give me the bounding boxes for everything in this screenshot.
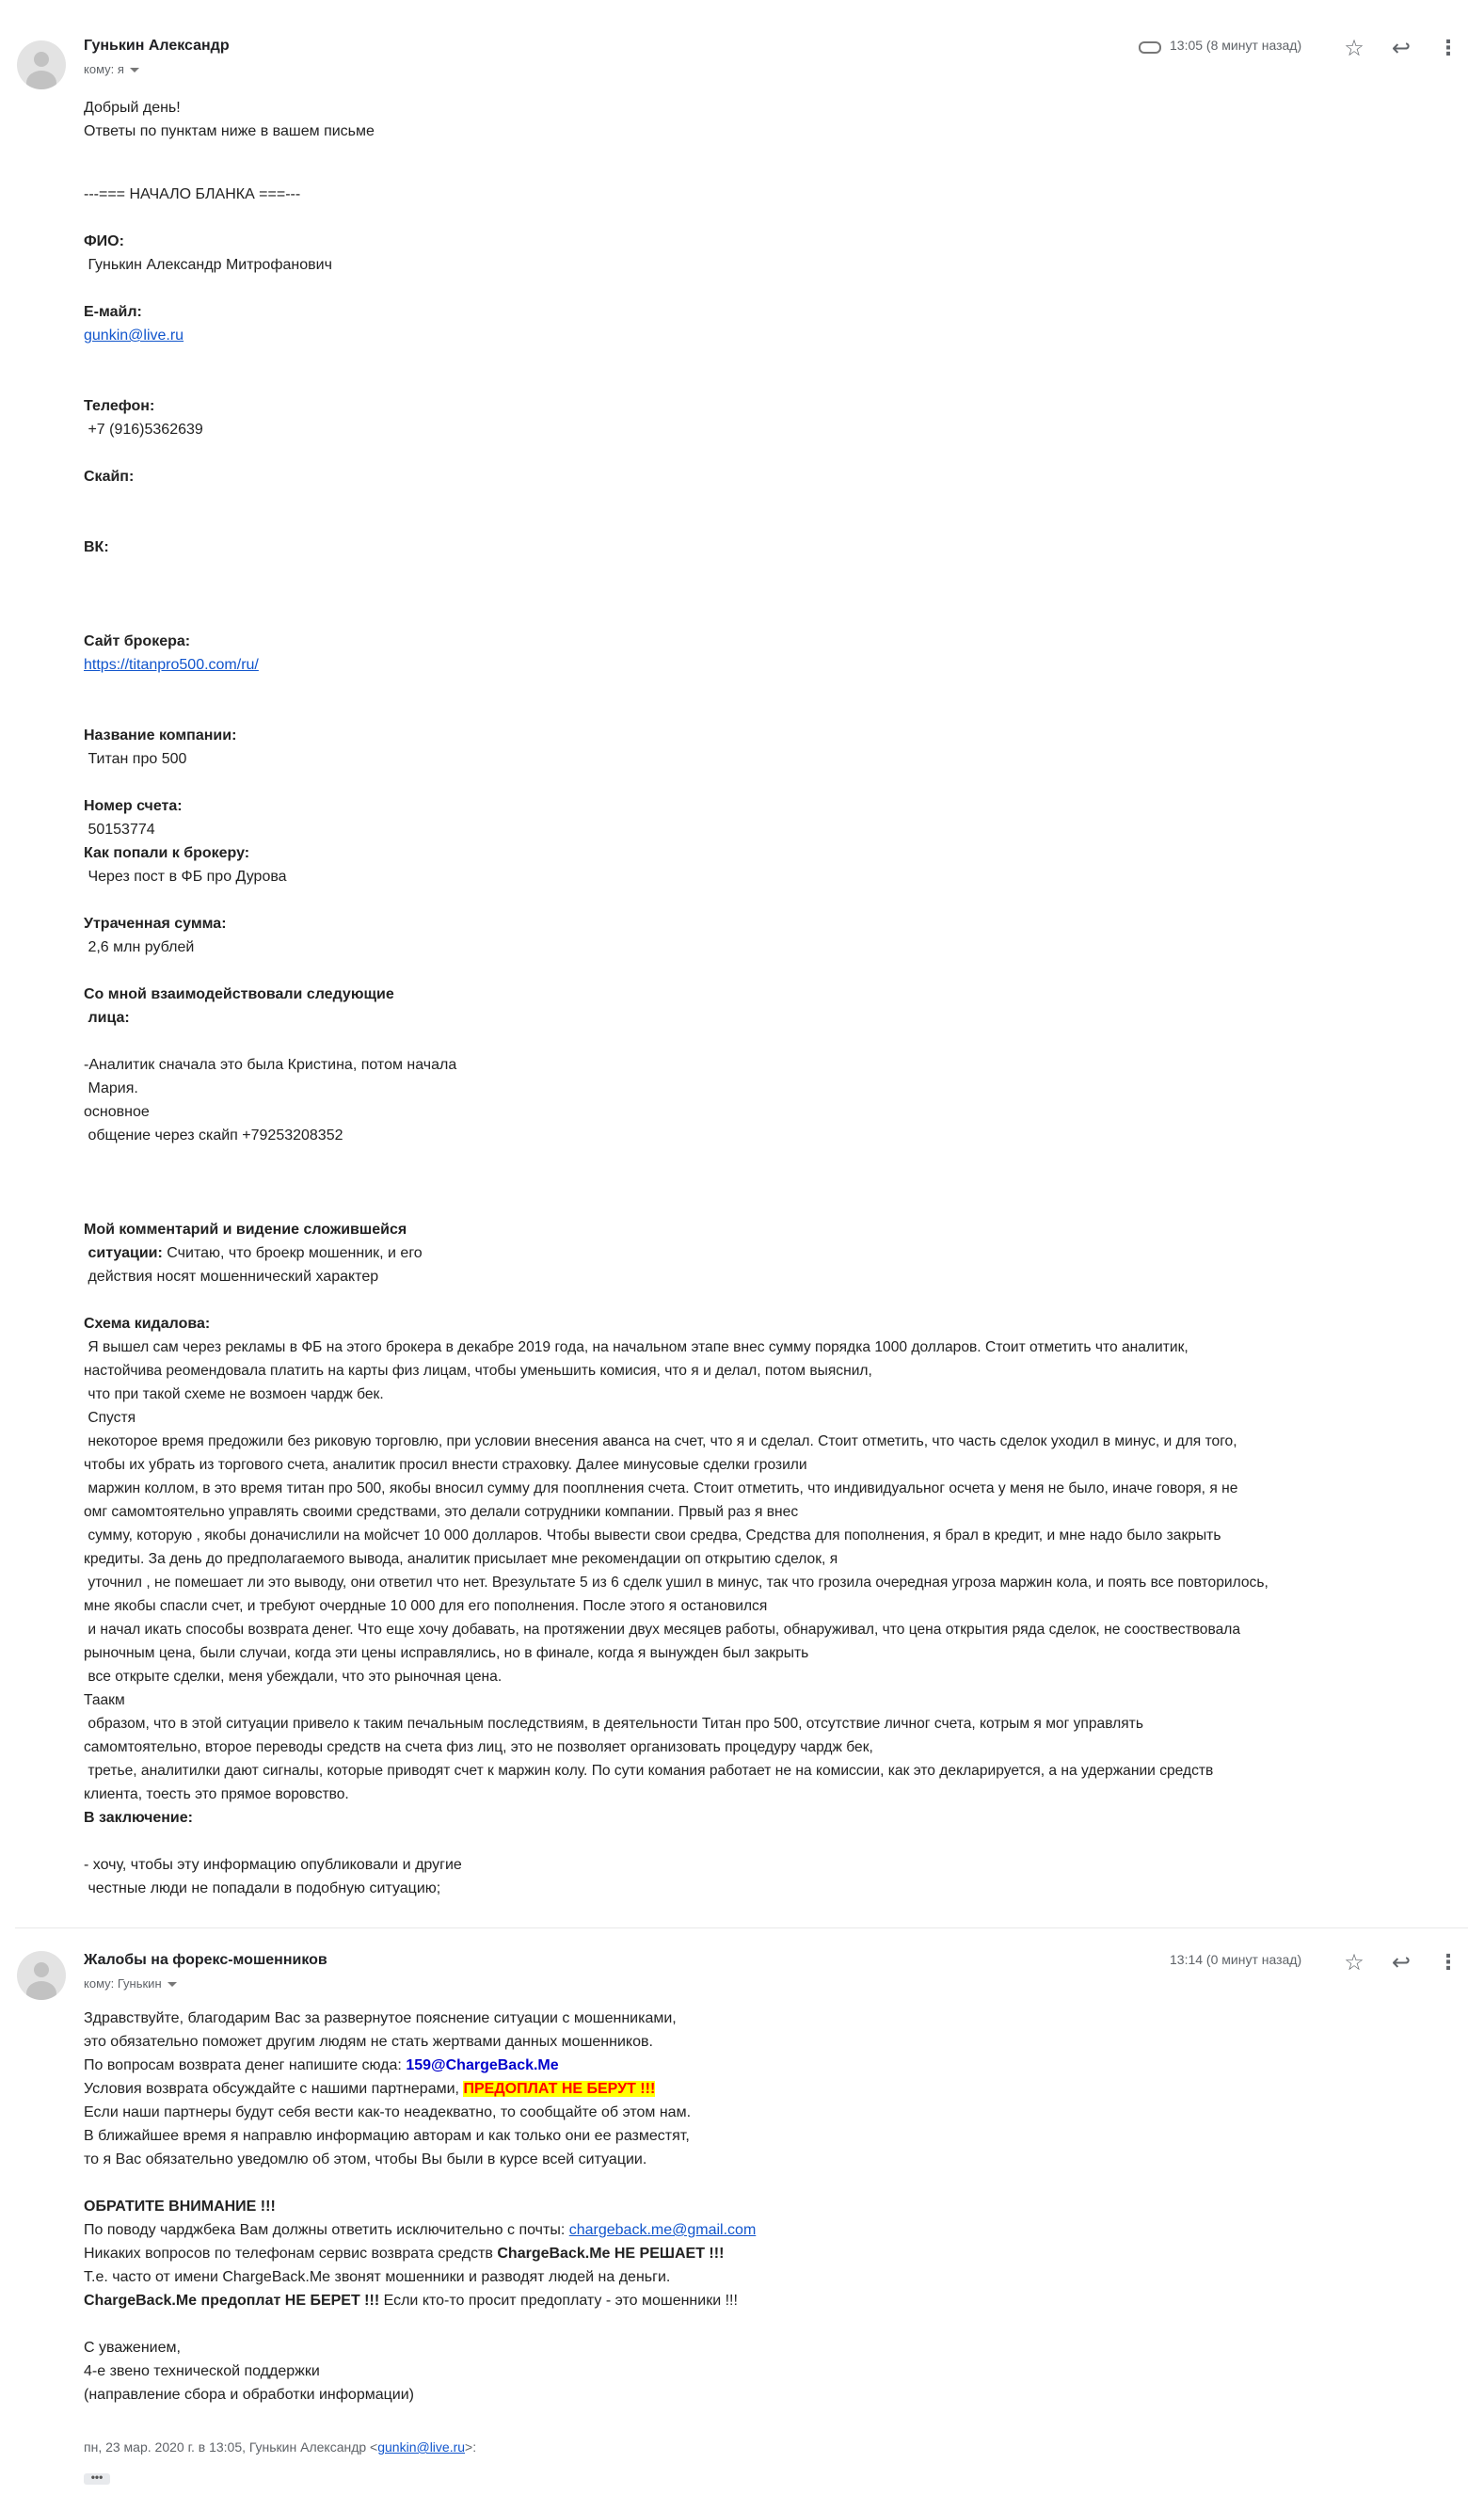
scheme-line: сумму, которую , якобы доначислили на мойсчет 10 000 долларов. Чтобы вывести свои средва, Средства для пополнения, я брал в кредит, и мне надо было закрыть — [84, 1527, 1221, 1543]
more-icon[interactable]: ⋮ — [1438, 36, 1459, 59]
recipient-dropdown[interactable] — [84, 1976, 177, 1991]
scheme-line: образом, что в этой ситуации привело к таким печальным последствиям, в деятельности Титан про 500, отсутствие личног счета, котрым я мог управлять — [84, 1716, 1143, 1732]
account-label: Номер счета: — [84, 798, 183, 814]
scheme-line: Я вышел сам через рекламы в ФБ на этого брокера в декабре 2019 года, на начальном этапе внес сумму порядка 1000 долларов. Стоит отметить что аналитик, — [84, 1339, 1189, 1355]
scheme-line: рыночным цена, были случаи, когда эти цены исправлялись, но в финале, когда я вынужден был закрыть — [84, 1645, 809, 1661]
quote-email-link[interactable]: gunkin@live.ru — [377, 2439, 466, 2455]
how-value: Через пост в ФБ про Дурова — [84, 869, 287, 885]
persons-label: Со мной взаимодействовали следующие — [84, 986, 394, 1002]
reply-line: то я Вас обязательно уведомлю об этом, чтобы Вы были в курсе всей ситуации. — [84, 2151, 647, 2167]
comment-text-2: действия носят мошеннический характер — [84, 1269, 379, 1285]
greeting: Добрый день! — [84, 100, 181, 116]
prepay-warning: ChargeBack.Me предоплат НЕ БЕРЕТ !!! — [84, 2293, 380, 2309]
message-divider — [15, 1927, 1468, 1928]
signature-line: 4-е звено технической поддержки — [84, 2363, 320, 2379]
form-start: ---=== НАЧАЛО БЛАНКА ===--- — [84, 186, 301, 202]
comment-label-2: ситуации: — [84, 1245, 163, 1261]
scheme-line: кредиты. За день до предполагаемого вывода, аналитик присылает мне рекомендации оп открытию сделок, я — [84, 1551, 838, 1567]
broker-site-link[interactable]: https://titanpro500.com/ru/ — [84, 657, 259, 673]
quoted-header — [84, 2439, 476, 2455]
scheme-line: Спустя — [84, 1410, 136, 1426]
scheme-line: мне якобы спасли счет, и требуют очердные 10 000 для его пополнения. После этого я остановился — [84, 1598, 768, 1614]
reply-line: Если наши партнеры будут себя вести как-то неадекватно, то сообщайте об этом нам. — [84, 2104, 692, 2120]
reply-line — [84, 2077, 756, 2101]
conclusion-line: честные люди не попадали в подобную ситуацию; — [84, 1880, 441, 1896]
reply-line: В ближайшее время я направлю информацию авторам и как только они ее разместят, — [84, 2128, 690, 2144]
chargeback-gmail-link[interactable]: chargeback.me@gmail.com — [568, 2222, 757, 2238]
lost-label: Утраченная сумма: — [84, 916, 227, 932]
reply-line: Здравствуйте, благодарим Вас за развернутое пояснение ситуации с мошенниками, — [84, 2010, 677, 2026]
avatar-icon — [17, 40, 66, 89]
reply-line — [84, 2289, 756, 2312]
reply-icon[interactable]: ↩ — [1391, 1949, 1412, 1975]
sender-name[interactable]: Жалобы на форекс-мошенников — [84, 1952, 327, 1968]
conclusion-line: - хочу, чтобы эту информацию опубликовали и другие — [84, 1857, 462, 1873]
regards: С уважением, — [84, 2340, 181, 2356]
scheme-line: чтобы их убрать из торгового счета, аналитик просил внести страховку. Далее минусовые сделки грозили — [84, 1457, 807, 1473]
attention-heading: ОБРАТИТЕ ВНИМАНИЕ !!! — [84, 2199, 276, 2215]
show-trimmed-content-button[interactable]: ••• — [84, 2473, 110, 2485]
message-body — [84, 96, 1467, 1900]
vk-label: ВК: — [84, 539, 109, 555]
message-1 — [0, 8, 1468, 1918]
no-prepay-highlight: ПРЕДОПЛАТ НЕ БЕРУТ !!! — [463, 2081, 656, 2097]
company-label: Название компании: — [84, 728, 237, 744]
scheme-line: омг самомтоятельно управлять своими средствами, это делали сотрудники компании. Првый раз я внес — [84, 1504, 799, 1520]
chargeback-email[interactable]: 159@ChargeBack.Me — [406, 2057, 559, 2073]
message-2 — [0, 1929, 1468, 2503]
chevron-down-icon — [130, 68, 139, 72]
reply-line: Т.е. часто от имени ChargeBack.Me звонят мошенники и разводят людей на деньги. — [84, 2269, 671, 2285]
message-time: 13:05 (8 минут назад) — [1170, 38, 1302, 53]
sender-name[interactable]: Гунькин Александр — [84, 38, 230, 54]
fio-value: Гунькин Александр Митрофанович — [84, 257, 332, 273]
reply-line — [84, 2218, 756, 2242]
avatar-icon — [17, 1951, 66, 2000]
signature-line: (направление сбора и обработки информации) — [84, 2387, 414, 2403]
scheme-line: все открыте сделки, меня убеждали, что это рыночная цена. — [84, 1669, 503, 1685]
chevron-down-icon — [168, 1982, 177, 1987]
company-value: Титан про 500 — [84, 751, 187, 767]
comment-line — [84, 1241, 1467, 1265]
lost-value: 2,6 млн рублей — [84, 939, 195, 955]
intro: Ответы по пунктам ниже в вашем письме — [84, 123, 375, 139]
fio-label: ФИО: — [84, 233, 124, 249]
persons-line: общение через скайп +79253208352 — [84, 1128, 343, 1144]
email-link[interactable]: gunkin@live.ru — [84, 328, 184, 344]
recipient-dropdown[interactable] — [84, 62, 139, 76]
account-value: 50153774 — [84, 822, 155, 838]
persons-line: Мария. — [84, 1080, 138, 1096]
phone-warning: ChargeBack.Me НЕ РЕШАЕТ !!! — [497, 2246, 725, 2262]
reply-body — [84, 2007, 756, 2407]
scheme-line: маржин коллом, в это время титан про 500, якобы вносил сумму для пооплнения счета. Стоит отметить, что индивидуальног осчета у меня не было, иначе говоря, я не — [84, 1480, 1238, 1496]
reply-line — [84, 2054, 756, 2077]
message-time: 13:14 (0 минут назад) — [1170, 1952, 1302, 1967]
recipient-label: кому: я — [84, 62, 124, 76]
reply-line-text: Условия возврата обсуждайте с нашими партнерами, — [84, 2081, 464, 2097]
scheme-line: самомтоятельно, второе переводы средств на счета физ лиц, это не позволяет организовать процедуру чардж бек, — [84, 1739, 873, 1755]
scheme-line: уточнил , не помешает ли это выводу, они ответил что нет. Врезультате 5 из 6 сделк ушил в минус, так что грозила очередная угроза маржин кола, и поять все повторилось, — [84, 1575, 1269, 1591]
reply-line-text: По вопросам возврата денег напишите сюда: — [84, 2057, 407, 2073]
skype-label: Скайп: — [84, 469, 135, 485]
persons-line: -Аналитик сначала это была Кристина, потом начала — [84, 1057, 457, 1073]
scheme-line: что при такой схеме не возмоен чардж бек. — [84, 1386, 384, 1402]
star-icon[interactable]: ☆ — [1344, 1949, 1364, 1975]
phone-label: Телефон: — [84, 398, 155, 414]
comment-text: Считаю, что броекр мошенник, и его — [162, 1245, 423, 1261]
scheme-line: Таакм — [84, 1692, 125, 1708]
conclusion-label: В заключение: — [84, 1810, 193, 1826]
email-label: E-майл: — [84, 304, 142, 320]
scheme-line: некоторое время предожили без риковую торговлю, при условии внесения аванса на счет, что я и сделал. Стоит отметить, что часть сделок уходил в минус, и для того, — [84, 1433, 1237, 1449]
comment-label: Мой комментарий и видение сложившейся — [84, 1222, 407, 1238]
reply-line — [84, 2242, 756, 2265]
star-icon[interactable]: ☆ — [1344, 35, 1364, 61]
scheme-line: клиента, тоесть это прямое воровство. — [84, 1786, 349, 1802]
recipient-label: кому: Гунькин — [84, 1976, 162, 1991]
reply-icon[interactable]: ↩ — [1391, 35, 1412, 61]
persons-label-2: лица: — [84, 1010, 130, 1026]
scheme-text — [84, 1335, 1467, 1806]
persons-line: основное — [84, 1104, 150, 1120]
reply-line: это обязательно поможет другим людям не стать жертвами данных мошенников. — [84, 2034, 653, 2050]
how-label: Как попали к брокеру: — [84, 845, 250, 861]
broker-site-label: Сайт брокера: — [84, 633, 191, 649]
scheme-line: и начал икать способы возврата денег. Что еще хочу добавать, на протяжении двух месяцев работы, обнаруживал, что цена открытия ряда сделок, не сооствествовала — [84, 1622, 1241, 1638]
quote-suffix: >: — [465, 2439, 477, 2455]
reply-line-text: Никаких вопросов по телефонам сервис возврата средств — [84, 2246, 498, 2262]
attachment-icon — [1139, 41, 1161, 54]
scheme-label: Схема кидалова: — [84, 1316, 211, 1332]
reply-line-text: По поводу чарджбека Вам должны ответить исключительно с почты: — [84, 2222, 569, 2238]
reply-line-text: Если кто-то просит предоплату - это мошенники !!! — [379, 2293, 738, 2309]
scheme-line: третье, аналитилки дают сигналы, которые приводят счет к маржин колу. По сути комания работает не на комиссии, как это декларируется, а на удержании средств — [84, 1763, 1214, 1779]
scheme-line: настойчива реомендовала платить на карты физ лицам, чтобы уменьшить комисия, что я и делал, потом выяснил, — [84, 1363, 872, 1379]
quote-prefix: пн, 23 мар. 2020 г. в 13:05, Гунькин Александр < — [84, 2439, 378, 2455]
phone-value: +7 (916)5362639 — [84, 422, 203, 438]
more-icon[interactable]: ⋮ — [1438, 1950, 1459, 1974]
